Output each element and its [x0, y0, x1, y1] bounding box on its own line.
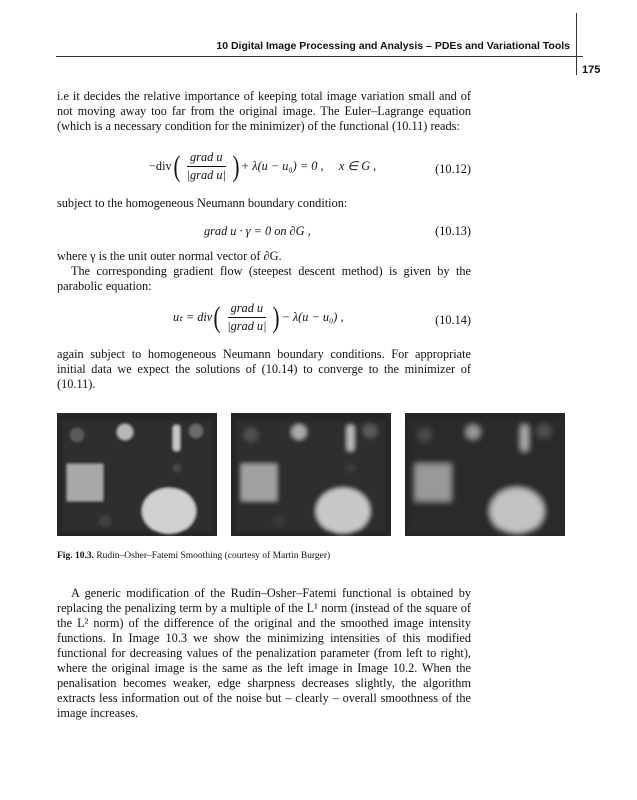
figure-caption-text: Rudin–Osher–Fatemi Smoothing (courtesy of Martin Burger): [96, 551, 331, 561]
smoothing-image-right: [405, 413, 565, 536]
figure-10-3-images: [57, 413, 565, 536]
eq1-denominator: |grad u|: [186, 168, 226, 182]
smoothing-image-left: [57, 413, 217, 536]
equation-10-12: −div ( $\frac{\text{grad u}}{\text{|grad u|}}$ ) + λ(u − u₀) = 0 , x ∈ G , (10.12): [149, 149, 471, 183]
equation-10-14: uₜ = div ( $\frac{\text{grad u}}{\text{|grad u|}}$ ) − λ(u − u₀) , (10.14): [173, 300, 471, 334]
eq3-number: (10.14): [435, 313, 471, 327]
running-header: 10 Digital Image Processing and Analysis – PDEs and Variational Tools: [216, 40, 570, 52]
eq2-number: (10.13): [435, 224, 471, 238]
equation-10-13: [57, 224, 471, 240]
paragraph-3a: where γ is the unit outer normal vector of ∂G.: [57, 249, 282, 263]
eq1-number: (10.12): [435, 162, 471, 176]
page-number: 175: [582, 64, 601, 76]
paragraph-3b: The corresponding gradient flow (steepest descent method) is given by the parabolic equation:: [57, 264, 471, 293]
eq3-suffix: − λ(u − u₀) ,: [281, 310, 344, 324]
paragraph-1: i.e it decides the relative importance of keeping total image variation small and of not moving away too far from the original image. The Euler–Lagrange equation (which is a necessary condition for the minimizer) of the functional (10.11) reads:: [57, 89, 471, 133]
eq3-denominator: |grad u|: [227, 319, 267, 333]
paragraph-2: subject to the homogeneous Neumann boundary condition:: [57, 196, 348, 210]
paragraph-5: A generic modification of the Rudin–Osher–Fatemi functional is obtained by replacing the penalizing term by a multiple of the L¹ norm (instead of the square of the L² norm) of the difference of the original and the smoothed image intensity functions. In Image 10.3 we show the minimizing intensities of this modified functional for decreasing values of the penalization parameter (from left to right), where the original image is the same as the left image in Image 10.2. When the penalisation becomes weaker, edge sharpness decreases slightly, the algorithm extracts less information out of the noise but – clearly – overall smoothness of the image increases.: [57, 586, 471, 720]
eq3-numerator: grad u: [228, 301, 266, 318]
smoothing-image-middle: [231, 413, 391, 536]
figure-caption: [57, 551, 330, 561]
paragraph-4: again subject to homogeneous Neumann boundary conditions. For appropriate initial data we expect the solutions of (10.14) to converge to the minimizer of (10.11).: [57, 347, 471, 391]
margin-rule-vertical: [576, 13, 577, 75]
eq1-suffix: + λ(u − u₀) = 0 , x ∈ G ,: [240, 159, 377, 173]
eq2-body: grad u · γ = 0 on ∂G ,: [204, 224, 311, 238]
eq3-prefix: uₜ = div: [173, 310, 213, 324]
figure-label: Fig. 10.3.: [57, 551, 94, 561]
header-rule: [56, 56, 583, 57]
eq1-numerator: grad u: [187, 150, 225, 167]
eq1-prefix: −div: [149, 159, 172, 173]
